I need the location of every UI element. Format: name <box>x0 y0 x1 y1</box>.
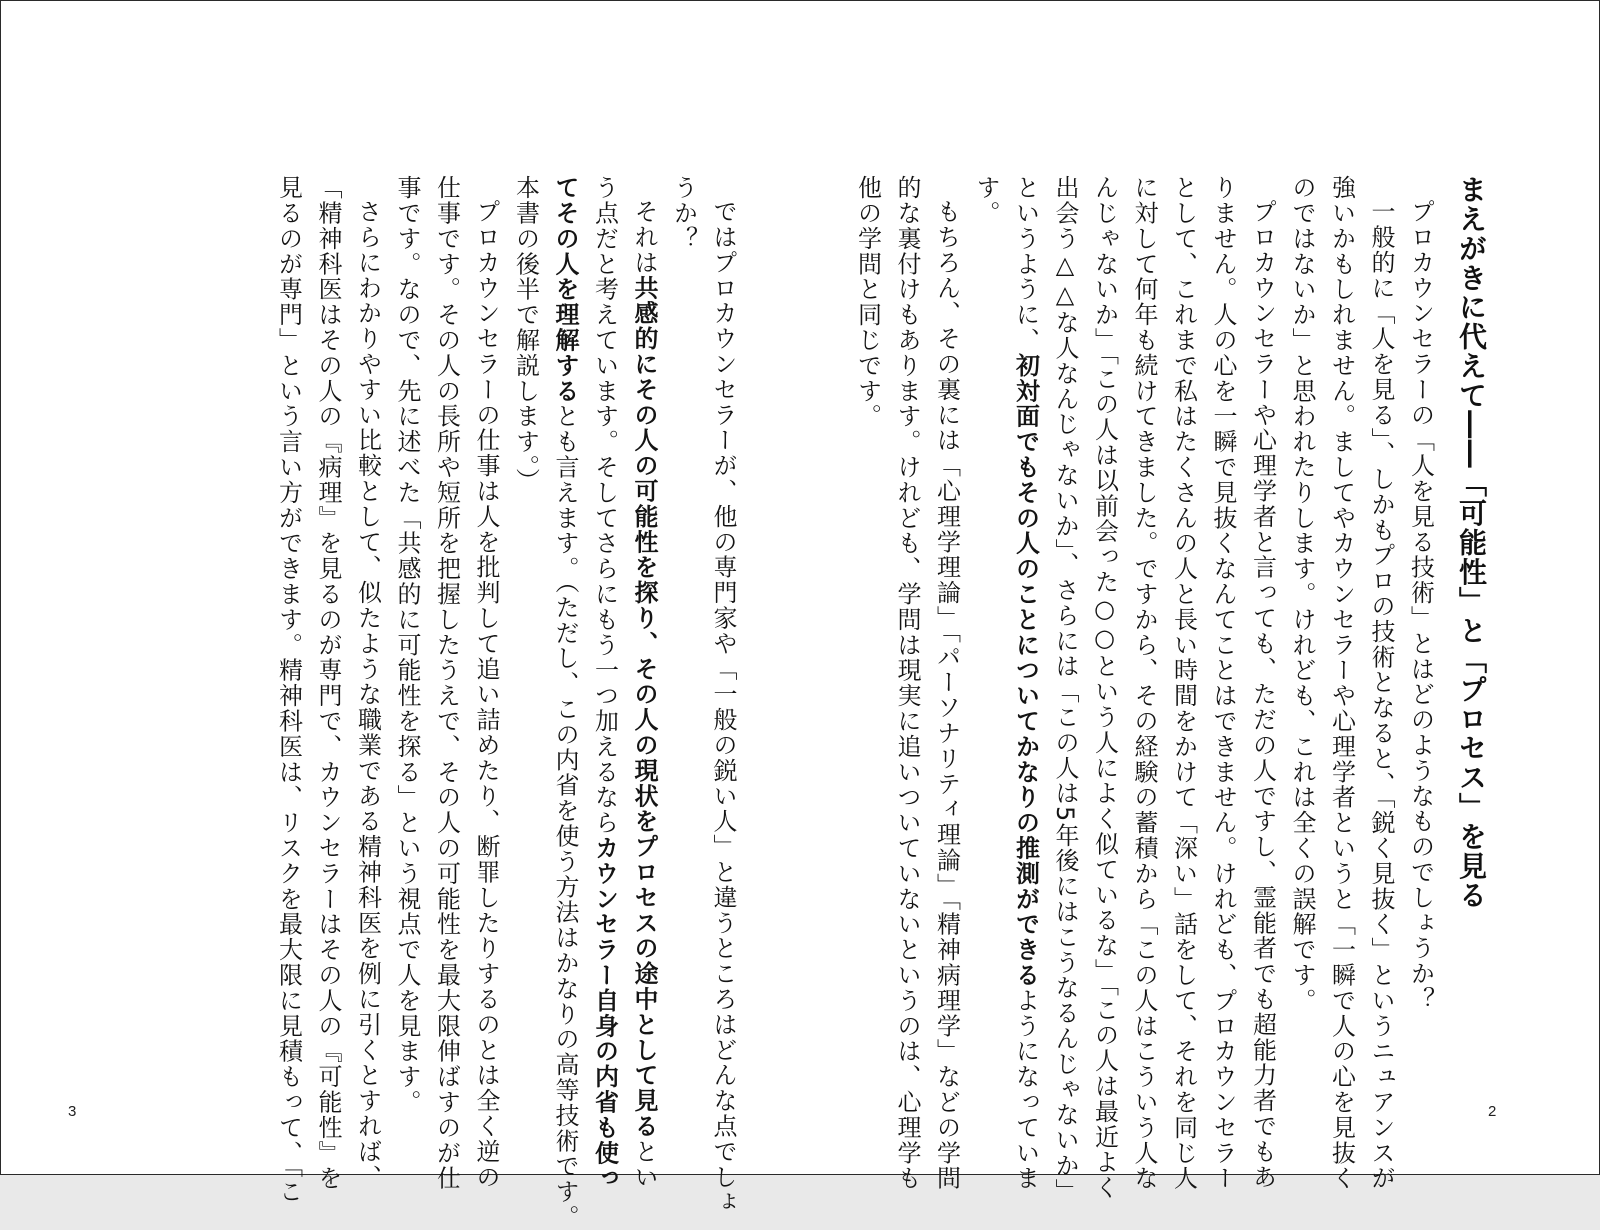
page-number: 3 <box>68 1103 77 1120</box>
right-page <box>800 1 1599 1204</box>
text-line: りません。人の心を一瞬で見抜くなんてことはできません。けれども、プロカウンセラー <box>1209 175 1237 1191</box>
text-line <box>545 175 585 1230</box>
text-line <box>584 175 624 1192</box>
emphasis-text: てその人を理解する <box>551 175 579 404</box>
text-line: プロカウンセラーや心理学者と言っても、ただの人ですし、霊能者でも超能力者でもあ <box>1248 199 1277 1190</box>
text-line: もちろん、その裏には「心理学理論」「パーソナリティ理論」「精神病理学」などの学問 <box>932 199 961 1191</box>
left-page-body <box>42 175 742 1230</box>
text-line <box>1005 175 1045 1192</box>
page-number: 2 <box>1488 1103 1497 1120</box>
text-segment: それは <box>630 199 658 276</box>
text-segment: ようになっていま <box>1011 987 1040 1192</box>
text-line: 一般的に「人を見る」、しかもプロの技術となると、「鋭く見抜く」というニュアンスが <box>1367 199 1395 1191</box>
text-line: 他の学問と同じです。 <box>853 175 882 429</box>
text-line: 出会う△△な人なんじゃないか」、さらには「この人は5年後にはこうなるんじゃないか」 <box>1051 175 1079 1204</box>
chapter-heading: まえがきに代えて――「可能性」と「プロセス」を見る <box>1455 175 1488 910</box>
text-line: 「精神科医はその人の『病理』を見るのが専門で、カウンセラーはその人の『可能性』を <box>314 175 342 1191</box>
text-line: として、これまで私はたくさんの人と長い時間をかけて「深い」話をして、それを同じ人 <box>1169 175 1198 1191</box>
text-line: さらにわかりやすい比較として、似たような職業である精神科医を例に引くとすれば、 <box>353 199 382 1190</box>
text-line: す。 <box>972 175 1000 226</box>
text-line: プロカウンセラーの「人を見る技術」とはどのようなものでしょうか？ <box>1406 199 1435 1012</box>
text-line <box>624 175 664 1190</box>
text-segment: というように、 <box>1011 175 1040 353</box>
text-segment: とも言えます。（ただし、この内省を使う方法はかなりの高等技術です。 <box>551 403 579 1230</box>
text-line: 的な裏付けもあります。けれども、学問は現実に追いついていないというのは、心理学も <box>893 175 921 1191</box>
text-line: 本書の後半で解説します。） <box>511 175 540 494</box>
text-line: うか？ <box>669 175 698 252</box>
text-segment: とい <box>630 1138 658 1190</box>
text-line: のではないか」と思われたりします。けれども、これは全くの誤解です。 <box>1288 175 1316 1014</box>
emphasis-text: 共感的にその人の可能性を探り、その人の現状をプロセスの途中として見る <box>630 275 658 1139</box>
emphasis-text: 初対面でもその人のことについてかなりの推測ができる <box>1011 352 1040 988</box>
left-page <box>1 1 800 1230</box>
text-line: 見るのが専門」という言い方ができます。精神科医は、リスクを最大限に見積もって、「こ <box>274 175 303 1205</box>
text-segment: う点だと考えています。そしてさらにもう一つ加えるなら <box>590 175 619 836</box>
text-line: プロカウンセラーの仕事は人を批判して追い詰めたり、断罪したりするのとは全く逆の <box>472 199 500 1190</box>
text-line: に対して何年も続けてきました。ですから、その経験の蓄積から「この人はこういう人な <box>1130 175 1158 1191</box>
text-line: 強いかもしれません。ましてやカウンセラーや心理学者というと「一瞬で人の心を見抜く <box>1327 175 1356 1191</box>
text-line: ではプロカウンセラーが、他の専門家や「一般の鋭い人」と違うところはどんな点でしょ <box>709 199 737 1215</box>
text-line: んじゃないか」「この人は以前会った○○という人によく似ているな」「この人は最近よく <box>1090 175 1119 1201</box>
text-line: 事です。なので、先に述べた「共感的に可能性を探る」という視点で人を見ます。 <box>393 175 421 1115</box>
text-line: 仕事です。その人の長所や短所を把握したうえで、その人の可能性を最大限伸ばすのが仕 <box>432 175 461 1191</box>
right-page-body <box>851 175 1491 1204</box>
emphasis-text: カウンセラー自身の内省も使っ <box>590 835 619 1192</box>
